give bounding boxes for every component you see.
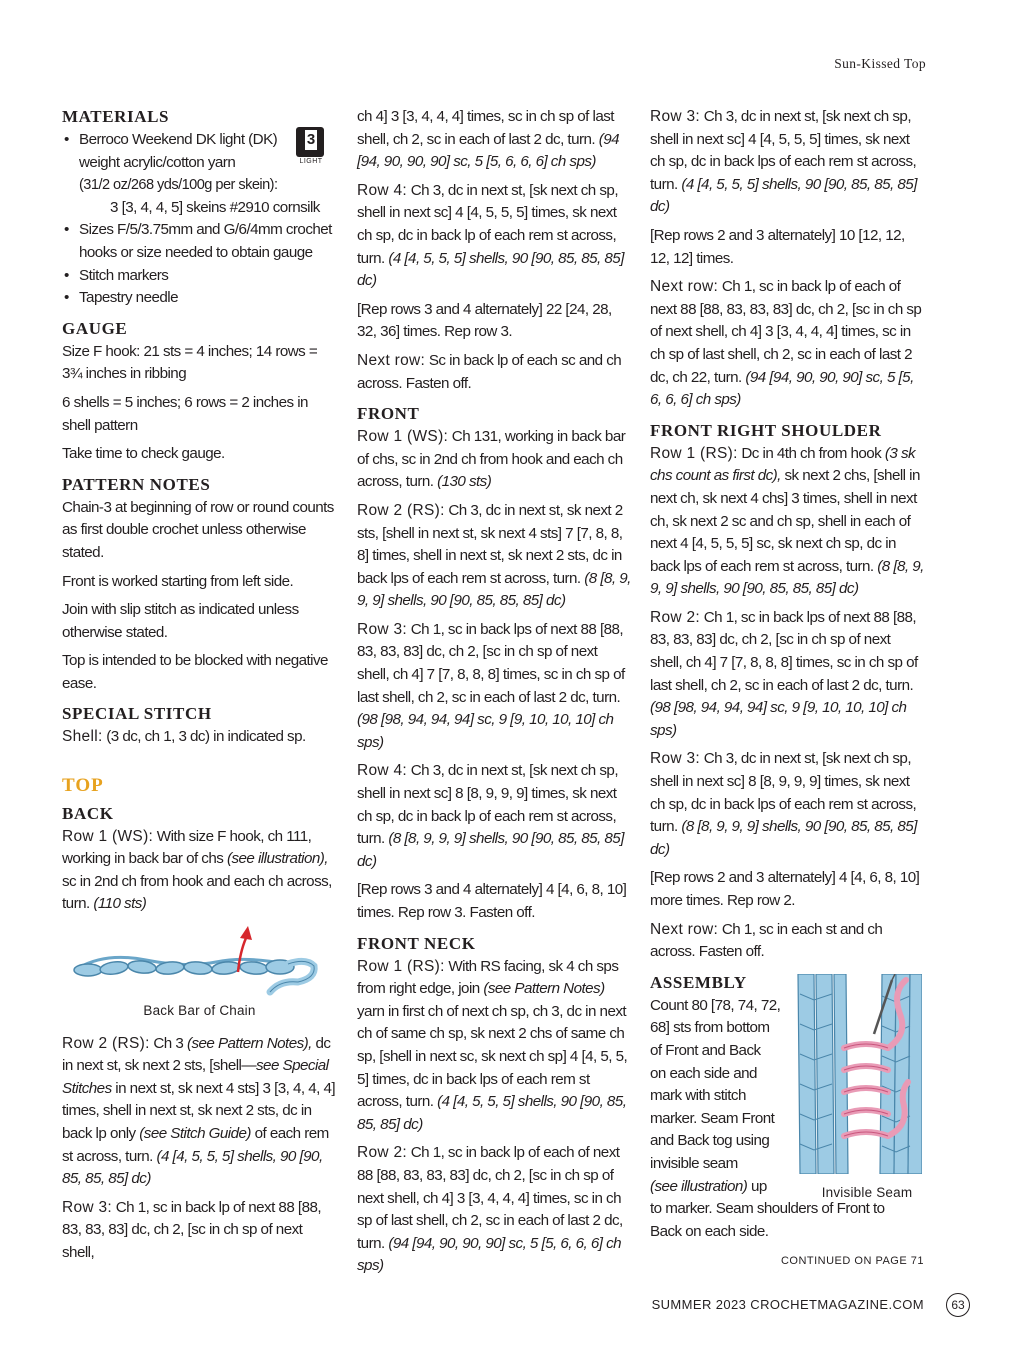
gauge-p2: 6 shells = 5 inches; 6 rows = 2 inches in shell pattern (62, 393, 308, 434)
front-heading: FRONT (357, 404, 420, 424)
materials-item-markers (62, 265, 337, 288)
back-row-3 (62, 1197, 337, 1265)
row-label: Row 3: (62, 1198, 113, 1216)
materials-heading: MATERIALS (62, 107, 170, 126)
row-text: Ch 131, working in back bar of chs, sc in 2nd ch from hook and each ch across, turn. (357, 428, 626, 491)
yarn-line-3: (31/2 oz/268 yds/100g per skein): (79, 177, 278, 194)
stitch-count: (110 sts) (93, 895, 147, 913)
row-text: With size F hook, ch 111, working in back bar of chs (62, 827, 312, 868)
assembly-line: 68] sts from bottom (650, 1019, 770, 1037)
row-label: Row 1 (WS): (62, 827, 154, 845)
column-middle (357, 106, 632, 1284)
page-number: 63 (946, 1293, 970, 1317)
assembly-line: on each side and (650, 1064, 757, 1082)
row-text: Ch 1, sc in back lp of next 88 [88, 83, 83, 83] dc, ch 2, [sc in ch sp of next shell, (62, 1198, 322, 1261)
shell-definition: (3 dc, ch 1, 3 dc) in indicated sp. (102, 728, 306, 746)
row-label: Row 4: (357, 181, 408, 199)
row-label: Row 1 (RS): (357, 957, 445, 975)
front-neck-row-3 (650, 106, 925, 219)
bullet: • (64, 131, 69, 148)
row-label: Row 3: (650, 108, 701, 125)
row-text: Ch 3, dc in next st, sk next 2 sts, [shell in next st, sk next 4 sts] 7 [7, 8, 8, 8] times, shell in next st, sk next 2 sts, dc in back lps of each rem st across, turn. (357, 501, 623, 587)
row-text: Ch 3, dc in next st, [sk next ch sp, shell in next sc] 4 [4, 5, 5, 5] times, sk next ch sp, dc in back lps of each rem st across, turn. (650, 108, 917, 193)
special-stitch-text (62, 726, 337, 749)
yarn-weight-number: 3 (306, 131, 316, 148)
front-row-1 (357, 426, 632, 494)
stitch-count: (4 [4, 5, 5, 5] shells, 90 [90, 85, 85, 85] dc) (650, 175, 917, 216)
back-next-row (357, 350, 632, 395)
row-label: Row 2: (357, 1144, 408, 1162)
assembly-heading: ASSEMBLY (650, 972, 747, 992)
column-right (650, 106, 925, 1243)
row-label: Next row: (650, 278, 719, 296)
row-label: Next row: (357, 351, 426, 369)
pattern-notes-p3: Join with slip stitch as indicated unless otherwise stated. (62, 601, 299, 641)
yarn-weight-label: LIGHT (299, 158, 323, 165)
front-row-4 (357, 760, 632, 873)
back-row-2 (62, 1033, 337, 1191)
row-note: (see Pattern Notes) (483, 980, 605, 998)
shell-label: Shell: (62, 728, 103, 746)
assembly-line: invisible seam (650, 1154, 738, 1172)
materials-item-needle (62, 287, 337, 310)
row-label: Row 4: (357, 762, 408, 780)
assembly-line: to marker. Seam shoulders of Front to (650, 1200, 885, 1218)
assembly-section (650, 972, 925, 1244)
row-label: Next row: (650, 920, 719, 938)
stitch-count: (98 [98, 94, 94, 94] sc, 9 [9, 10, 10, 10] ch sps) (357, 711, 614, 751)
row-text: of each rem st across, turn. (62, 1125, 329, 1165)
row-text: Ch 1, sc in back lps of next 88 [88, 83, 83, 83] dc, ch 2, [sc in ch sp of next shell, ch 4] 7 [7, 8, 8, 8] times, sc in ch sp of last shell, ch 2, sc in each of last 2 dc, turn. (650, 608, 918, 694)
running-head: Sun-Kissed Top (834, 56, 926, 71)
front-repeat: [Rep rows 3 and 4 alternately] 4 [4, 6, 8, 10] times. Rep row 3. Fasten off. (357, 881, 627, 921)
front-row-3 (357, 619, 632, 755)
hooks-text: Sizes F/5/3.75mm and G/6/4mm crochet hooks or size needed to obtain gauge (79, 221, 332, 261)
row-label: Row 1 (RS): (650, 444, 738, 462)
row-text: With RS facing, sk 4 ch sps from right edge, join (357, 957, 619, 998)
front-neck-next-row (650, 276, 925, 412)
stitch-count: (94 [94, 90, 90, 90] sc, 5 [5, 6, 6, 6] ch sps) (650, 368, 914, 409)
shoulder-row-3 (650, 748, 925, 861)
row-text: Ch 1, sc in back lps of next 88 [88, 83, 83, 83] dc, ch 2, [sc in ch sp of next shell, ch 4] 7 [7, 8, 8, 8] times, sc in ch sp of last shell, ch 2, sc in each of last 2 dc, turn. (357, 620, 625, 706)
stitch-count: (4 [4, 5, 5, 5] shells, 90 [90, 85, 85, 85] dc) (62, 1147, 323, 1188)
shoulder-next-row (650, 919, 925, 964)
bullet: • (64, 221, 69, 239)
stitch-count: (4 [4, 5, 5, 5] shells, 90 [90, 85, 85, 85] dc) (357, 249, 624, 290)
row-label: Row 3: (650, 750, 701, 768)
front-neck-row-1 (357, 956, 632, 1137)
shoulder-repeat: [Rep rows 2 and 3 alternately] 4 [4, 6, 8, 10] more times. Rep row 2. (650, 869, 920, 909)
front-neck-row-2 (357, 1142, 632, 1278)
yarn-line-2: weight acrylic/cotton yarn (79, 153, 236, 171)
yarn-line-4: 3 [3, 4, 4, 5] skeins #2910 cornsilk (110, 198, 320, 216)
row-text: Ch 3 (149, 1034, 187, 1052)
row-text: Ch 3, dc in next st, [sk next ch sp, shell in next sc] 8 [8, 9, 9, 9] times, sk next ch sp, dc in back lps of each rem st across, turn. (650, 750, 917, 836)
gauge-heading: GAUGE (62, 318, 128, 338)
stitch-count: (8 [8, 9, 9, 9] shells, 90 [90, 85, 85, 85] dc) (650, 557, 924, 598)
row-note: (see Stitch Guide) (139, 1125, 251, 1142)
row-note: see Special Stitches (62, 1057, 329, 1097)
front-row-2 (357, 500, 632, 613)
front-neck-heading: FRONT NECK (357, 933, 476, 953)
row-label: Row 2 (RS): (357, 501, 445, 519)
front-neck-repeat: [Rep rows 2 and 3 alternately] 10 [12, 12, 12, 12] times. (650, 226, 905, 267)
pattern-notes-p2: Front is worked starting from left side. (62, 572, 294, 590)
row-text: ch 4] 3 [3, 4, 4, 4] times, sc in ch sp of last shell, ch 2, sc in each of last 2 dc, turn. (357, 108, 614, 148)
row-note: (see illustration), (226, 850, 328, 868)
assembly-line: marker. Seam Front (650, 1109, 775, 1127)
stitch-count: (130 sts) (437, 473, 492, 491)
row-text: Ch 1, sc in back lp of each of next 88 [88, 83, 83, 83] dc, ch 2, [sc in ch sp of next shell, ch 4] 3 [3, 4, 4, 4] times, sc in ch sp of last shell, ch 2, sc in each of last 2 dc, ch 22, turn. (650, 278, 922, 386)
row-text: sk next 2 chs, [shell in next ch, sk next 4 chs] 3 times, shell in next ch, sk next 2 sc and ch sp, shell in each of next 4 [4, 5, 5, 5] sc, sk next ch sp, dc in back lps of each rem st across, turn. (650, 467, 920, 575)
column-left (62, 106, 337, 1271)
back-row-3-continued (357, 106, 632, 174)
row-text: Ch 1, sc in each st and ch across. Fasten off. (650, 920, 883, 961)
row-text: sc in 2nd ch from hook and each ch across, turn. (62, 872, 332, 913)
back-row-1 (62, 826, 337, 916)
stitch-count: (94 [94, 90, 90, 90] sc, 5 [5, 6, 6, 6] ch sps) (357, 130, 620, 171)
pattern-notes-p1: Chain-3 at beginning of row or round counts as first double crochet unless otherwise stated. (62, 498, 334, 561)
back-row-4 (357, 180, 632, 293)
assembly-line: and Back tog using (650, 1132, 770, 1150)
assembly-line: of Front and Back (650, 1041, 761, 1059)
assembly-line: Count 80 [78, 74, 72, (650, 996, 781, 1014)
shoulder-row-1 (650, 443, 925, 601)
bullet: • (64, 266, 69, 284)
row-text: yarn in first ch of next ch sp, ch 3, dc in next ch of same ch sp, sk next 2 chs of same ch sp, [shell in next sc, sk next ch sp] 4 [4, 5, 5, 5] times, dc in back lps of each rem st across, turn. (357, 1002, 628, 1111)
yarn-line-1: Berroco Weekend DK light (DK) (79, 131, 278, 148)
special-stitch-heading: SPECIAL STITCH (62, 704, 212, 724)
back-heading: BACK (62, 803, 114, 823)
row-note: (3 sk chs count as first dc), (650, 444, 916, 485)
materials-item-hooks (62, 219, 337, 264)
row-text: Sc in back lp of each sc and ch across. Fasten off. (357, 351, 622, 392)
row-text: Ch 1, sc in back lp of each of next 88 [88, 83, 83, 83] dc, ch 2, [sc in ch sp of next shell, ch 4] 3 [3, 4, 4, 4] times, sc in ch sp of last shell, ch 2, sc in each of last 2 dc, turn. (357, 1144, 623, 1252)
row-text: Ch 3, dc in next st, [sk next ch sp, shell in next sc] 8 [8, 9, 9, 9] times, sk next ch sp, dc in back lp of each rem st across, turn. (357, 762, 618, 848)
pattern-notes-heading: PATTERN NOTES (62, 474, 211, 494)
chain-caption: Back Bar of Chain (143, 1003, 256, 1019)
invisible-seam-illustration (796, 974, 922, 1174)
back-repeat: [Rep rows 3 and 4 alternately] 22 [24, 28, 32, 36] times. Rep row 3. (357, 300, 612, 341)
row-text: Ch 3, dc in next st, [sk next ch sp, shell in next sc] 4 [4, 5, 5, 5] times, sk next ch sp, dc in back lp of each rem st across, turn. (357, 181, 618, 267)
seam-caption: Invisible Seam (821, 1184, 913, 1200)
stitch-count: (94 [94, 90, 90, 90] sc, 5 [5, 6, 6, 6] ch sps) (357, 1234, 622, 1275)
gauge-p1: Size F hook: 21 sts = 4 inches; 14 rows = 3¾ inches in ribbing (62, 342, 318, 383)
assembly-note: (see illustration) (650, 1177, 748, 1195)
top-heading: TOP (62, 775, 104, 797)
row-text: dc in next st, sk next 2 sts, [shell— (62, 1034, 331, 1075)
materials-list (62, 129, 337, 310)
assembly-line: mark with stitch (650, 1087, 746, 1105)
stitch-count: (8 [8, 9, 9, 9] shells, 90 [90, 85, 85, 85] dc) (650, 818, 917, 858)
stitch-count: (8 [8, 9, 9, 9] shells, 90 [90, 85, 85, 85] dc) (357, 569, 631, 610)
materials-item-yarn (62, 129, 337, 219)
back-bar-of-chain-illustration (66, 922, 336, 1000)
row-note: (see Pattern Notes), (186, 1034, 312, 1052)
stitch-count: (98 [98, 94, 94, 94] sc, 9 [9, 10, 10, 10] ch sps) (650, 699, 907, 739)
row-label: Row 2: (650, 608, 701, 626)
row-label: Row 3: (357, 620, 408, 638)
shoulder-row-2 (650, 607, 925, 743)
pattern-notes-p4: Top is intended to be blocked with negative ease. (62, 652, 328, 692)
needle-text: Tapestry needle (79, 289, 178, 307)
footer-text: SUMMER 2023 CROCHETMAGAZINE.COM (651, 1297, 924, 1312)
stitch-count: (4 [4, 5, 5, 5] shells, 90 [90, 85, 85, 85] dc) (357, 1093, 627, 1133)
assembly-line: up (747, 1177, 767, 1195)
front-right-shoulder-heading: FRONT RIGHT SHOULDER (650, 420, 882, 440)
gauge-p3: Take time to check gauge. (62, 445, 225, 463)
assembly-line: Back on each side. (650, 1222, 769, 1240)
row-label: Row 1 (WS): (357, 428, 449, 446)
row-label: Row 2 (RS): (62, 1034, 150, 1052)
markers-text: Stitch markers (79, 266, 169, 284)
row-text: Dc in 4th ch from hook (737, 444, 885, 462)
continued-note: CONTINUED ON PAGE 71 (780, 1255, 924, 1267)
stitch-count: (8 [8, 9, 9, 9] shells, 90 [90, 85, 85, 85] dc) (357, 830, 624, 870)
bullet: • (64, 289, 69, 307)
row-text: in next st, sk next 4 sts] 3 [3, 4, 4, 4] times, shell in next st, sk next 2 sts, dc in back lp only (62, 1079, 336, 1142)
